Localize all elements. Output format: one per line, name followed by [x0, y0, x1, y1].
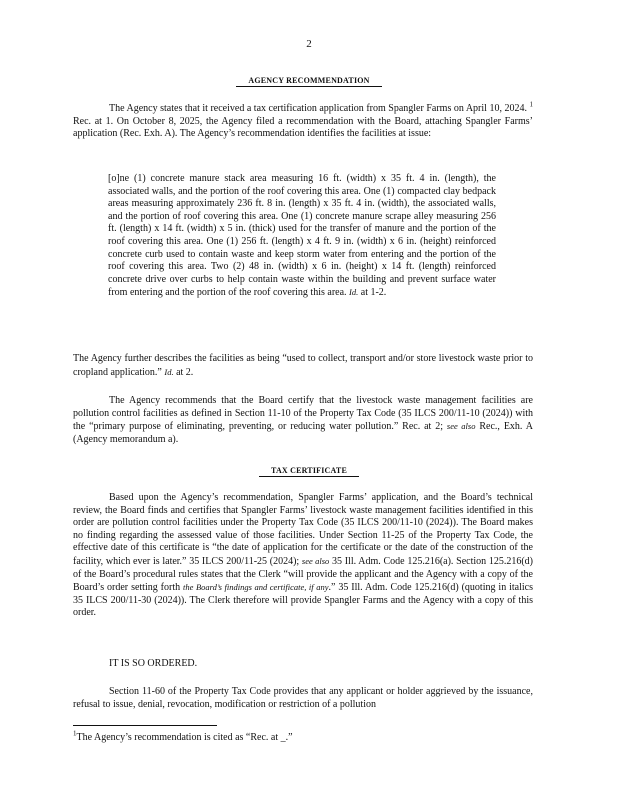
- footnote-reference: 1: [529, 100, 534, 109]
- paragraph-board-findings: Based upon the Agency’s recommendation, Spangler Farms’ application, and the Board’s technical review, the Board finds and certifies that Spangler Farms’ livestock waste management facilities identified in this order are pollution control facilities under the Property Tax Code (35 ILCS 200/11-10 (2024)). The Board makes no finding regarding the assessed value of those facilities. Under Section 11-25 of the Property Tax Code, the effective date of this certificate is “the date of application for the certificate or the date of the construction of the facility, which ever is later.” 35 ILCS 200/11-25 (2024); see also 35 Ill. Adm. Code 125.216(a). Section 125.216(d) of the Board’s procedural rules states that the Clerk “will provide the applicant and the Agency with a copy of the Board’s order setting forth the Board’s findings and certificate, if any.” 35 Ill. Adm. Code 125.216(d) (quoting in italics 35 ILCS 200/11-30 (2024)). The Clerk therefore will provide Spangler Farms and the Agency with a copy of this order.: [73, 492, 534, 619]
- footnote: [73, 729, 473, 743]
- ordered-statement: IT IS SO ORDERED.: [109, 658, 198, 669]
- page-number: 2: [306, 38, 312, 50]
- paragraph-agency-statement: The Agency states that it received a tax certification application from Spangler Farms on April 10, 2024. $^1$ Rec. at 1. On October 8, 2025, the Agency filed a recommendation with the Board, attaching Spangler Farms’ application (Rec. Exh. A). The Agency’s recommendation identifies the facilities at issue:: [73, 100, 534, 140]
- heading-agency-recommendation: AGENCY RECOMMENDATION: [0, 76, 618, 85]
- footnote-divider: [73, 725, 217, 726]
- paragraph-section-11-60: Section 11-60 of the Property Tax Code provides that any applicant or holder aggrieved by the issuance, refusal to issue, denial, revocation, modification or restriction of a pollution: [73, 686, 533, 710]
- heading-tax-certificate: TAX CERTIFICATE: [0, 466, 618, 475]
- paragraph-facility-description: The Agency further describes the facilities as being “used to collect, transport and/or store livestock waste prior to cropland application.” Id. at 2.: [73, 353, 533, 378]
- footnote-number: 1: [73, 729, 77, 738]
- footnote-text: The Agency’s recommendation is cited as “Rec. at _.”: [76, 732, 293, 743]
- paragraph-agency-recommends: The Agency recommends that the Board certify that the livestock waste management facilities are pollution control facilities as defined in Section 11-10 of the Property Tax Code (35 ILCS 200/11-10 (2024)) with the “primary purpose of eliminating, preventing, or reducing water pollution.” Rec. at 2; see also Rec., Exh. A (Agency memorandum a).: [73, 395, 533, 445]
- block-quote-facilities: [o]ne (1) concrete manure stack area measuring 16 ft. (width) x 35 ft. 4 in. (length), the associated walls, and the portion of the roof covering this area. One (1) compacted clay bedpack areas measuring approximately 236 ft. 8 in. (length) x 35 ft. 4 in. (width), the associated walls, and the portion of roof covering this area. One (1) concrete manure scrape alley measuring 256 ft. (length) x 14 ft. (width) x 5 in. (thick) used for the transfer of manure and the portion of the roof covering this area. One (1) 256 ft. (length) x 4 ft. 9 in. (width) x 6 in. (height) reinforced concrete curb used to contain waste and keep storm water from entering and the portion of the roof covering this area. Two (2) 48 in. (width) x 6 in. (height) x 14 ft. (length) reinforced concrete drive over curbs to help contain waste within the building and prevent surface water from entering and the portion of the roof covering this area. Id. at 1-2.: [108, 173, 496, 299]
